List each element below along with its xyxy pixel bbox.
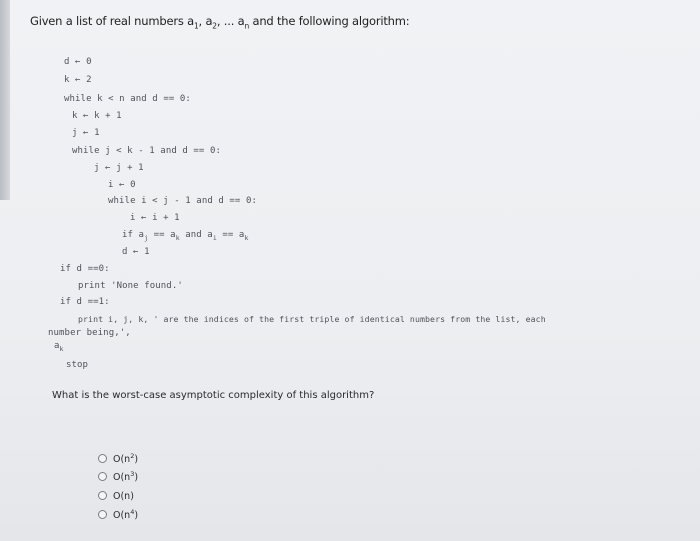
code-line-13: if d ==0: bbox=[60, 264, 110, 274]
radio-button[interactable] bbox=[98, 472, 107, 481]
code-line-12: d ← 1 bbox=[122, 247, 150, 257]
code-line-11: if $a_j == a_k$ and $a_i == a_k$ bbox=[122, 230, 249, 242]
code-line-9: while i < j - 1 and d == 0: bbox=[108, 196, 257, 206]
complexity-prompt: What is the worst-case asymptotic complexity of this algorithm? bbox=[52, 390, 375, 401]
option-2[interactable] bbox=[98, 470, 138, 483]
code-line-16: print i, j, k, ' are the indices of the first triple of identical numbers from the list, each bbox=[78, 314, 546, 324]
option-3[interactable] bbox=[98, 489, 134, 502]
code-line-6: while j < k - 1 and d == 0: bbox=[72, 146, 221, 156]
code-line-3: while k < n and d == 0: bbox=[64, 94, 191, 104]
code-line-17: number being,', bbox=[48, 328, 131, 338]
scrollbar[interactable] bbox=[0, 0, 10, 200]
code-line-8: i ← 0 bbox=[108, 180, 136, 190]
code-line-1: d ← 0 bbox=[64, 57, 92, 67]
code-line-4: k ← k + 1 bbox=[72, 111, 122, 121]
option-label: $O(n^2)$ bbox=[113, 452, 139, 466]
option-label: $O(n^3)$ bbox=[113, 470, 139, 484]
code-line-10: i ← i + 1 bbox=[130, 213, 180, 223]
option-label: $O(n^4)$ bbox=[113, 508, 139, 522]
code-line-7: j ← j + 1 bbox=[94, 163, 144, 173]
question-text: Given a list of real numbers $a_1$, $a_2$, ... $a_n$ and the following algorithm: bbox=[30, 14, 410, 31]
option-label: O(n) bbox=[113, 491, 134, 503]
code-line-2: k ← 2 bbox=[64, 75, 92, 85]
code-line-15: if d ==1: bbox=[60, 297, 110, 307]
option-1[interactable] bbox=[98, 452, 138, 465]
code-line-14: print 'None found.' bbox=[78, 281, 183, 291]
option-4[interactable] bbox=[98, 508, 138, 521]
radio-button[interactable] bbox=[98, 454, 107, 463]
code-line-19: stop bbox=[66, 360, 89, 370]
radio-button[interactable] bbox=[98, 510, 107, 519]
code-line-18: $a_k$ bbox=[54, 341, 64, 353]
code-line-5: j ← 1 bbox=[72, 128, 100, 138]
radio-button[interactable] bbox=[98, 491, 107, 500]
